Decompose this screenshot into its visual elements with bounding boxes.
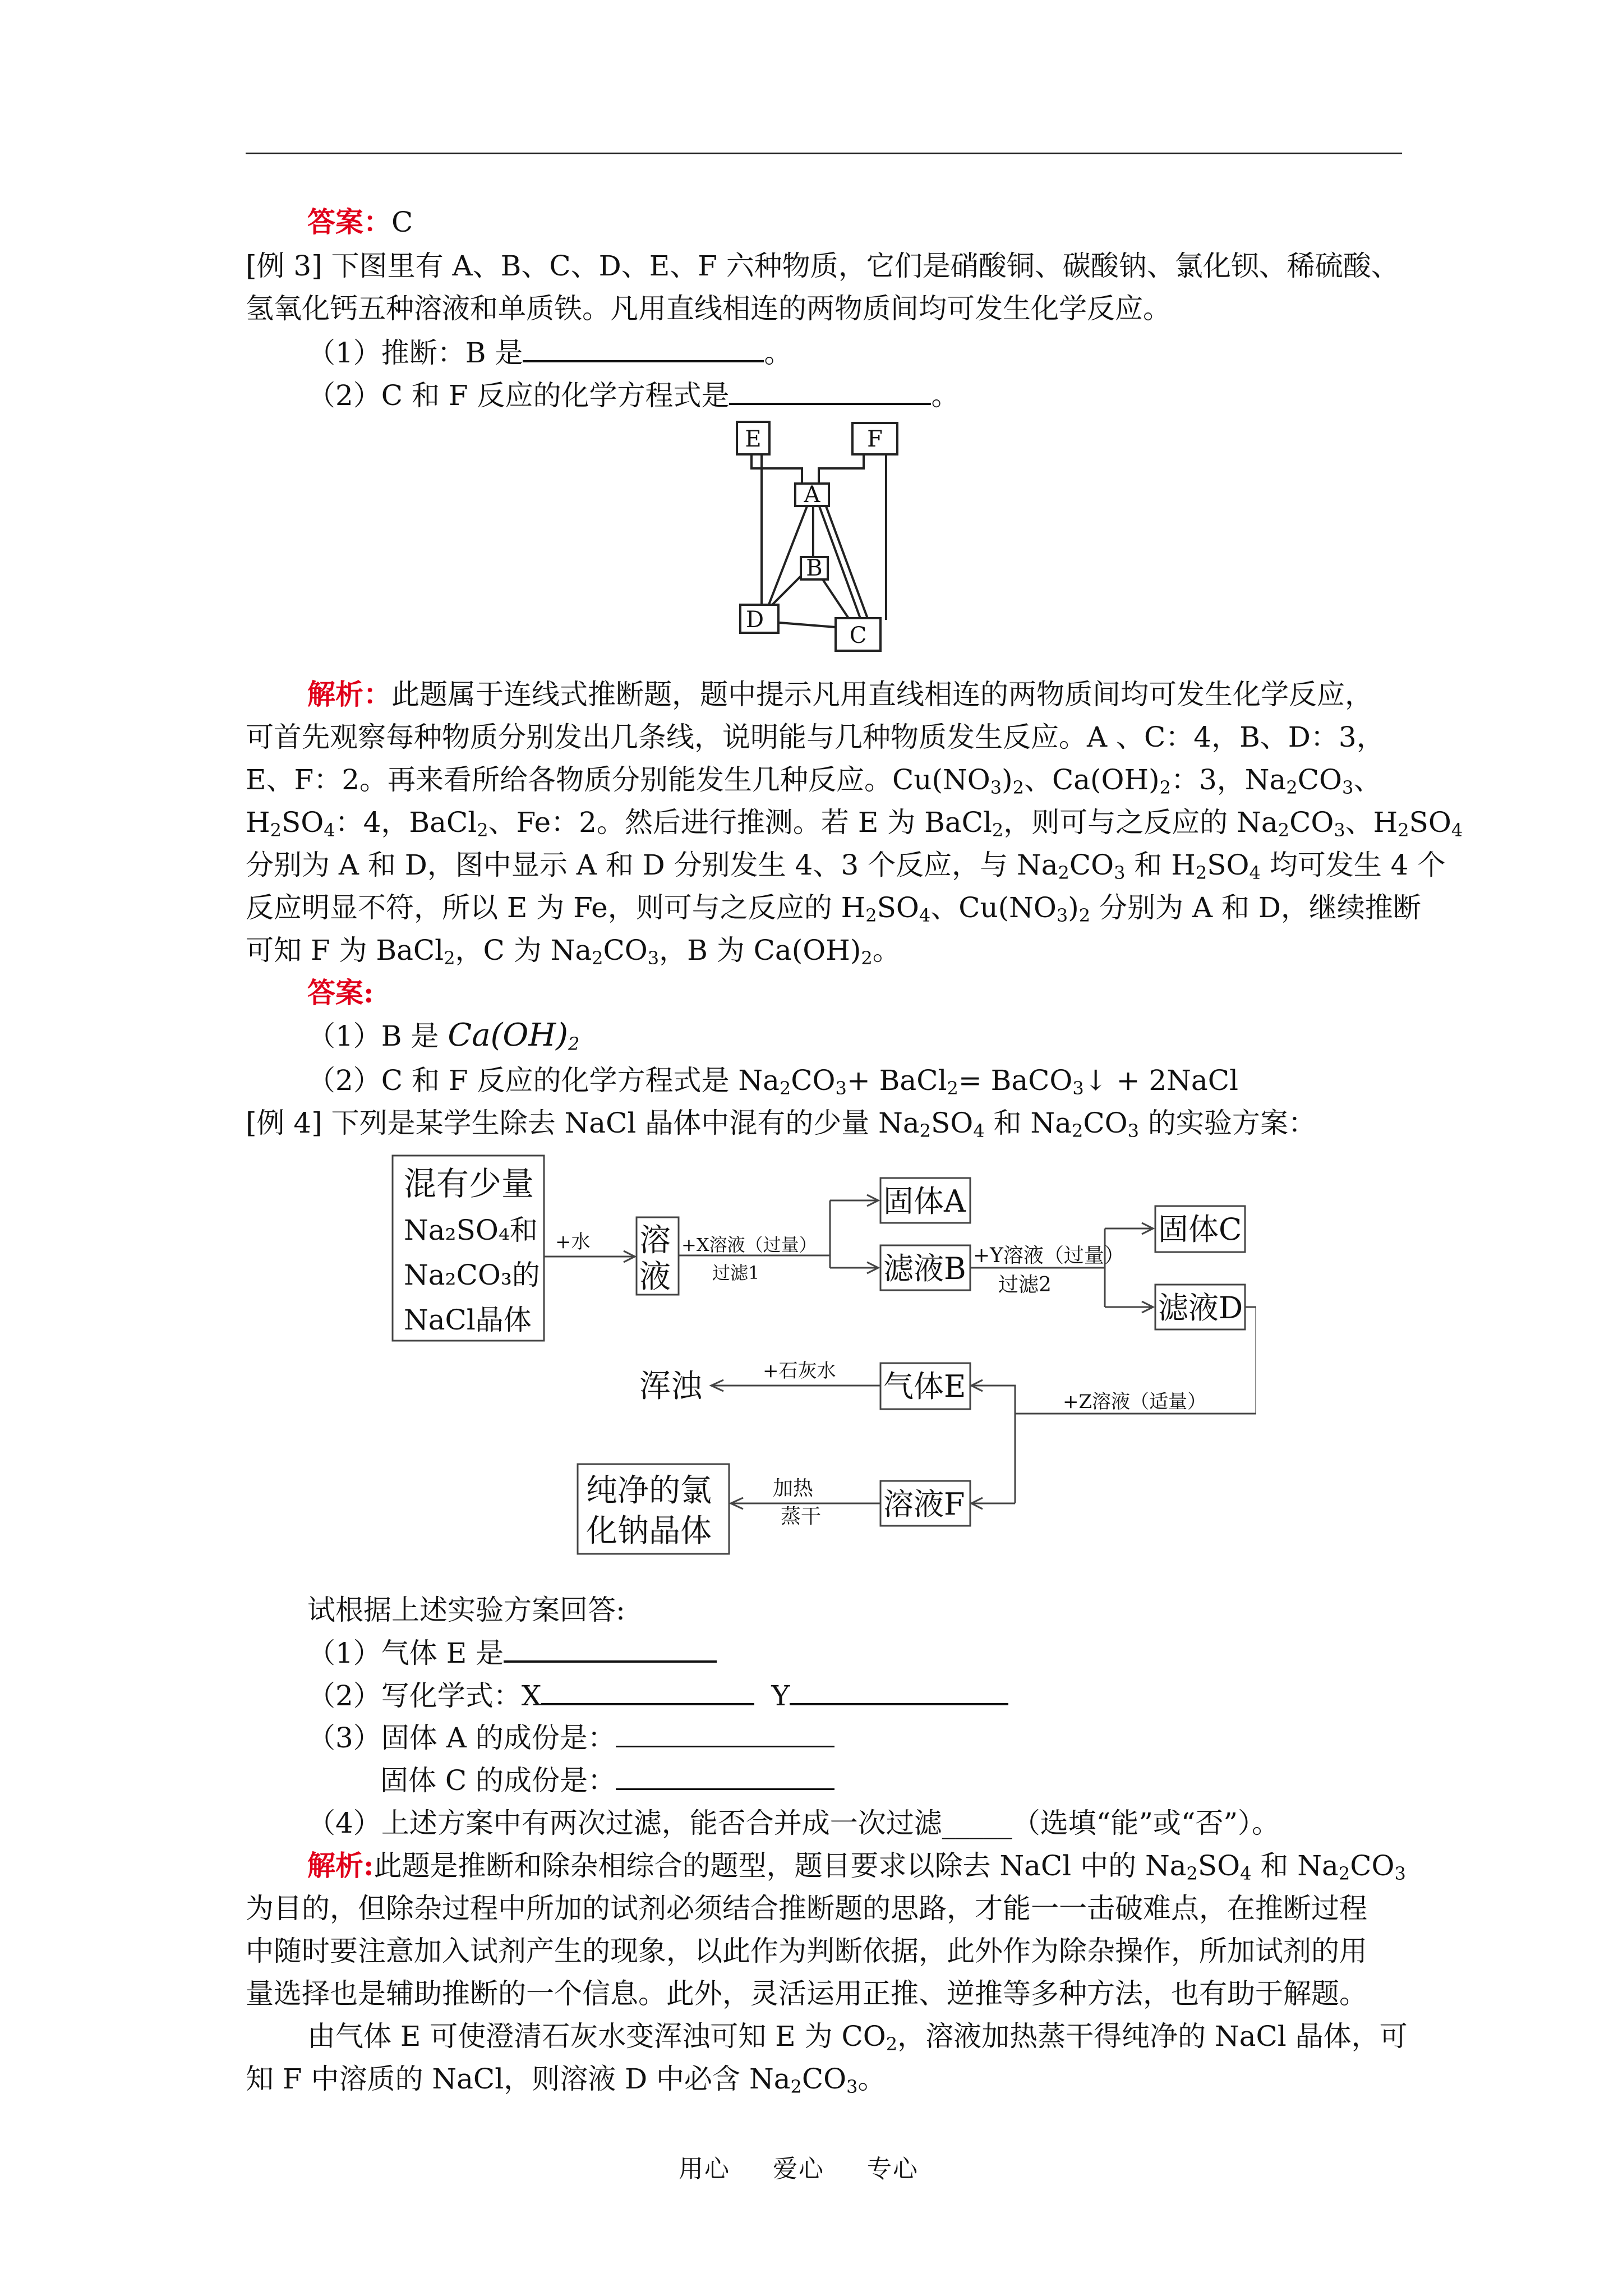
example3-question2: （2）C 和 F 反应的化学方程式是 。 bbox=[307, 374, 1463, 417]
questions4-q1: （1）气体 E 是 bbox=[307, 1631, 1463, 1674]
analysis3-line4: $H_2SO_4$：4，BaCl$_2$、Fe：2。然后进行推测。若 E 为 BaCl$_2$，则可与之反应的 $Na_2CO_3$、$H_2SO_4$ bbox=[246, 806, 1463, 841]
example3-question1: （1）推断：B 是 。 bbox=[307, 331, 1463, 374]
questions4-q3c: 固体 C 的成份是： bbox=[380, 1759, 1536, 1802]
example4-line: [例 4] 下列是某学生除去 NaCl 晶体中混有的少量 $Na_2SO_4$ 和 $Na_2CO_3$ 的实验方案： bbox=[246, 1107, 1316, 1142]
answer-blank[interactable] bbox=[504, 1631, 717, 1663]
analysis3-line2: 可首先观察每种物质分别发出几条线，说明能与几种物质发生反应。A 、C：4，B、D：3， bbox=[246, 721, 1385, 753]
node-f: F bbox=[867, 426, 883, 452]
pure-line1: 纯净的氯 bbox=[586, 1473, 712, 1509]
analysis3-line3: E、F：2。再来看所给各物质分别能发生几种反应。$Cu(NO_3)_2$、$Ca(OH)_2$：3，$Na_2CO_3$、 bbox=[246, 763, 1382, 798]
analysis3-line1: 解析：此题属于连线式推断题，题中提示凡用直线相连的两物质间均可发生化学反应， bbox=[307, 678, 1373, 711]
x-reagent-label: +X溶液（过量） bbox=[681, 1234, 817, 1255]
answer-blank[interactable] bbox=[523, 331, 764, 362]
z-reagent-label: +Z溶液（适量） bbox=[1063, 1391, 1207, 1413]
analysis4-line5: 由气体 E 可使澄清石灰水变浑浊可知 E 为 $CO_2$，溶液加热蒸干得纯净的 NaCl 晶体，可 bbox=[307, 2020, 1408, 2055]
start-line3: Na₂CO₃的 bbox=[404, 1259, 540, 1291]
filter1-label: 过滤1 bbox=[712, 1262, 760, 1283]
turbid-label: 浑浊 bbox=[639, 1368, 702, 1405]
solution-top: 溶 bbox=[639, 1222, 671, 1259]
heat-label: 加热 bbox=[773, 1477, 814, 1500]
answer-label: 答案: bbox=[307, 976, 374, 1009]
answer-blank[interactable] bbox=[616, 1759, 834, 1790]
questions4-q2: （2）写化学式：X Y bbox=[307, 1674, 1463, 1717]
page-footer: 用心 爱心 专心 bbox=[679, 2155, 919, 2183]
answer-label: 答案： bbox=[307, 205, 391, 238]
answer-blank-x[interactable] bbox=[541, 1674, 754, 1705]
answer-blank[interactable] bbox=[616, 1717, 834, 1747]
filtrate-d-label: 滤液D bbox=[1158, 1290, 1243, 1326]
analysis-label: 解析： bbox=[307, 678, 391, 711]
water-label: +水 bbox=[555, 1231, 591, 1253]
questions4-intro: 试根据上述实验方案回答: bbox=[307, 1594, 625, 1626]
answer-blank-y[interactable] bbox=[790, 1674, 1008, 1705]
answer3-line1: （1）B 是 $Ca(OH)_2$ bbox=[307, 1017, 580, 1055]
start-line4: NaCl晶体 bbox=[404, 1304, 532, 1336]
analysis4-line3: 中随时要注意加入试剂产生的现象，以此作为判断依据，此外作为除杂操作，所加试剂的用 bbox=[246, 1935, 1367, 1967]
node-c: C bbox=[849, 623, 867, 648]
dry-label: 蒸干 bbox=[781, 1505, 822, 1528]
gas-e-label: 气体E bbox=[883, 1369, 966, 1404]
analysis4-line2: 为目的，但除杂过程中所加的试剂必须结合推断题的思路，才能一一击破难点，在推断过程 bbox=[246, 1892, 1367, 1925]
node-d: D bbox=[745, 607, 764, 633]
limewater-label: +石灰水 bbox=[763, 1360, 836, 1382]
example3-line1: [例 3] 下图里有 A、B、C、D、E、F 六种物质，它们是硝酸铜、碳酸钠、氯化钡、稀硫酸、 bbox=[246, 250, 1399, 282]
analysis4-line4: 量选择也是辅助推断的一个信息。此外，灵活运用正推、逆推等多种方法，也有助于解题。 bbox=[246, 1977, 1367, 2010]
analysis3-line6: 反应明显不符，所以 E 为 Fe，则可与之反应的 $H_2SO_4$、$Cu(NO_3)_2$ 分别为 A 和 D，继续推断 bbox=[246, 891, 1421, 926]
filter2-label: 过滤2 bbox=[998, 1273, 1052, 1296]
answer3-label-line bbox=[307, 972, 1463, 1014]
analysis4-line6: 知 F 中溶质的 NaCl，则溶液 D 中必含 $Na_2CO_3$。 bbox=[246, 2063, 886, 2097]
connection-diagram bbox=[729, 415, 953, 656]
example3-line2: 氢氧化钙五种溶液和单质铁。凡用直线相连的两物质间均可发生化学反应。 bbox=[246, 292, 1171, 325]
questions4-q4: （4）上述方案中有两次过滤，能否合并成一次过滤_____（选填“能”或“否”）。 bbox=[307, 1807, 1280, 1839]
start-line1: 混有少量 bbox=[404, 1165, 534, 1203]
analysis3-line5: 分别为 A 和 D，图中显示 A 和 D 分别发生 4、3 个反应，与 $Na_2CO_3$ 和 $H_2SO_4$ 均可发生 4 个 bbox=[246, 849, 1446, 884]
solid-c-label: 固体C bbox=[1158, 1212, 1242, 1247]
questions4-q3a: （3）固体 A 的成份是： bbox=[307, 1717, 1463, 1759]
answer3-line2: （2）C 和 F 反应的化学方程式是 $Na_2CO_3+$ BaCl$_2$= BaCO$_3$↓ + 2NaCl bbox=[307, 1064, 1238, 1099]
answer-line bbox=[307, 201, 1463, 243]
analysis-label: 解析: bbox=[307, 1849, 374, 1882]
answer-value: C bbox=[391, 206, 413, 238]
solid-a-label: 固体A bbox=[883, 1184, 966, 1219]
node-a: A bbox=[804, 482, 820, 508]
node-e: E bbox=[745, 426, 762, 452]
header-rule bbox=[246, 153, 1402, 154]
answer-blank[interactable] bbox=[729, 374, 931, 405]
analysis4-line1: 解析:此题是推断和除杂相综合的题型，题目要求以除去 NaCl 中的 $Na_2SO_4$ 和 $Na_2CO_3$ bbox=[307, 1849, 1406, 1884]
pure-line2: 化钠晶体 bbox=[586, 1513, 712, 1549]
filtrate-b-label: 滤液B bbox=[883, 1251, 966, 1286]
node-b: B bbox=[806, 555, 823, 581]
start-line2: Na₂SO₄和 bbox=[404, 1214, 538, 1246]
solution-f-label: 溶液F bbox=[883, 1487, 965, 1522]
y-reagent-label: +Y溶液（过量） bbox=[973, 1244, 1124, 1267]
solution-bottom: 液 bbox=[639, 1259, 671, 1295]
experiment-flowchart bbox=[381, 1144, 1256, 1582]
analysis3-line7: 可知 F 为 BaCl$_2$，C 为 $Na_2CO_3$，B 为 $Ca(OH)_2$。 bbox=[246, 934, 901, 969]
